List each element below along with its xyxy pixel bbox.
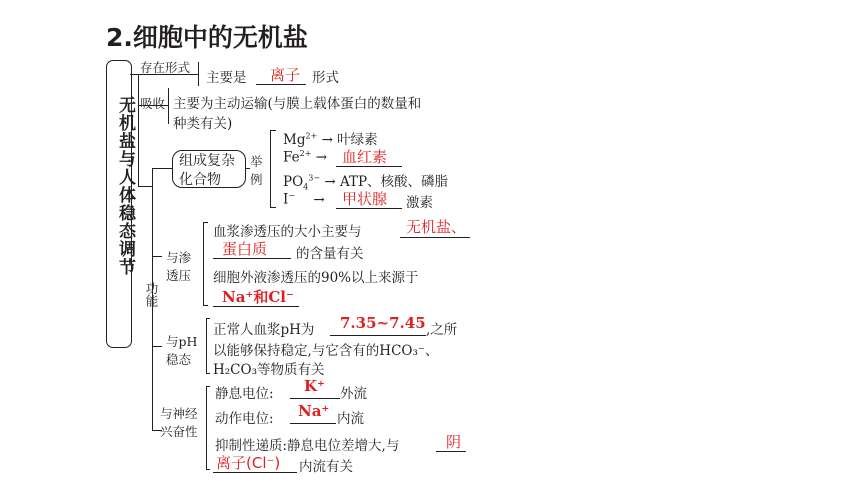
connector <box>206 386 207 470</box>
ion-label: Mg <box>283 132 306 148</box>
compound-box-line-1: 组成复杂 <box>179 153 235 169</box>
ion-label: I <box>283 191 289 208</box>
compound-row-i <box>283 191 325 208</box>
example-label-1: 举 <box>250 154 263 169</box>
answer-heme: 血红素 <box>342 148 388 166</box>
answer-anion: 阴 <box>446 433 462 451</box>
arrow-icon: → <box>321 132 333 148</box>
connector <box>152 256 162 257</box>
branch-label-excite-2: 兴奋性 <box>160 424 198 439</box>
answer-underline <box>213 258 291 259</box>
answer-k-ion: K⁺ <box>304 377 325 395</box>
connector <box>138 186 152 187</box>
ion-subscript: 4 <box>303 182 309 192</box>
connector <box>203 222 208 223</box>
connector <box>206 318 207 374</box>
answer-underline <box>436 451 466 452</box>
example-label-2: 例 <box>250 172 263 187</box>
answer-na-cl: Na⁺和Cl⁻ <box>222 288 294 306</box>
answer-thyroid: 甲状腺 <box>342 190 388 208</box>
answer-underline <box>400 237 470 238</box>
connector <box>206 373 210 374</box>
ion-label: PO <box>283 174 304 190</box>
inhibitory-line-2: 内流有关 <box>299 459 353 475</box>
page-title: 2.细胞中的无机盐 <box>106 23 308 52</box>
connector <box>270 130 276 131</box>
answer-na-ion: Na⁺ <box>298 402 330 420</box>
ion-charge: 3− <box>308 173 321 183</box>
answer-underline <box>336 208 402 209</box>
compound-row-fe <box>283 149 327 166</box>
connector <box>130 74 138 75</box>
branch-label-excite-1: 与神经 <box>160 406 198 421</box>
branch-label-osmotic-1: 与渗 <box>166 250 192 265</box>
absorption-line-2: 种类有关) <box>173 116 233 132</box>
answer-underline <box>256 84 306 85</box>
branch-label-osmotic-2: 透压 <box>166 268 192 283</box>
compound-text: ATP、核酸、磷脂 <box>339 174 449 190</box>
compound-text: 激素 <box>406 195 433 211</box>
answer-inorganic-salt: 无机盐、 <box>406 218 467 236</box>
ph-line-1: 正常人血浆pH为 <box>213 322 315 338</box>
connector <box>203 305 208 306</box>
connector <box>152 168 172 169</box>
function-label-text: 功能 <box>144 282 159 307</box>
action-potential-label: 动作电位: <box>215 411 274 427</box>
answer-underline <box>290 423 336 424</box>
ph-line-1-after: ,之所 <box>426 322 458 338</box>
connector <box>203 222 204 306</box>
ph-line-2: 以能够保持稳定,与它含有的HCO₃⁻、 <box>213 343 439 359</box>
branch-label-absorption: 吸收 <box>140 96 166 111</box>
answer-ion: 离子 <box>270 66 301 84</box>
plasma-line-1: 血浆渗透压的大小主要与 <box>213 224 362 240</box>
connector <box>270 130 271 208</box>
ion-charge: − <box>288 191 296 200</box>
connector <box>168 88 169 124</box>
compound-box <box>172 150 246 188</box>
answer-underline <box>213 306 299 307</box>
arrow-icon: → <box>313 191 325 208</box>
connector <box>152 346 162 347</box>
ion-charge: 2+ <box>305 131 318 141</box>
connector <box>138 74 139 186</box>
answer-underline <box>213 472 297 473</box>
topic-label: 无机盐与人体稳态调节 <box>115 96 135 276</box>
connector <box>198 62 199 86</box>
plasma-line-2: 的含量有关 <box>296 246 364 262</box>
connector <box>206 469 210 470</box>
connector <box>206 386 210 387</box>
connector <box>206 318 210 319</box>
function-label <box>142 282 160 307</box>
answer-chloride: 离子(Cl⁻) <box>216 454 281 472</box>
existence-text-after: 形式 <box>312 70 339 86</box>
ion-charge: 2+ <box>299 149 312 158</box>
ph-line-3: H₂CO₃等物质有关 <box>213 362 325 378</box>
resting-potential-label: 静息电位: <box>215 386 274 402</box>
ion-label: Fe <box>283 149 300 166</box>
answer-protein: 蛋白质 <box>222 240 268 258</box>
branch-label-ph-1: 与pH <box>166 334 198 349</box>
action-potential-after: 内流 <box>337 411 364 427</box>
answer-underline <box>336 166 402 167</box>
extracellular-line: 细胞外液渗透压的90%以上来源于 <box>213 270 419 286</box>
answer-underline <box>290 398 340 399</box>
branch-label-ph-2: 稳态 <box>166 352 192 367</box>
compound-box-line-2: 化合物 <box>179 172 221 188</box>
absorption-line-1: 主要为主动运输(与膜上载体蛋白的数量和 <box>173 96 422 112</box>
resting-potential-after: 外流 <box>340 386 367 402</box>
compound-text: 叶绿素 <box>337 132 378 148</box>
connector <box>270 207 276 208</box>
branch-label-existence: 存在形式 <box>140 60 191 75</box>
existence-text: 主要是 <box>206 70 247 86</box>
answer-ph-range: 7.35~7.45 <box>340 314 426 332</box>
arrow-icon: → <box>315 149 328 166</box>
answer-underline <box>330 335 426 336</box>
arrow-icon: → <box>324 174 336 190</box>
inhibitory-line-1: 抑制性递质:静息电位差增大,与 <box>215 438 400 454</box>
compound-row-mg <box>283 128 378 148</box>
